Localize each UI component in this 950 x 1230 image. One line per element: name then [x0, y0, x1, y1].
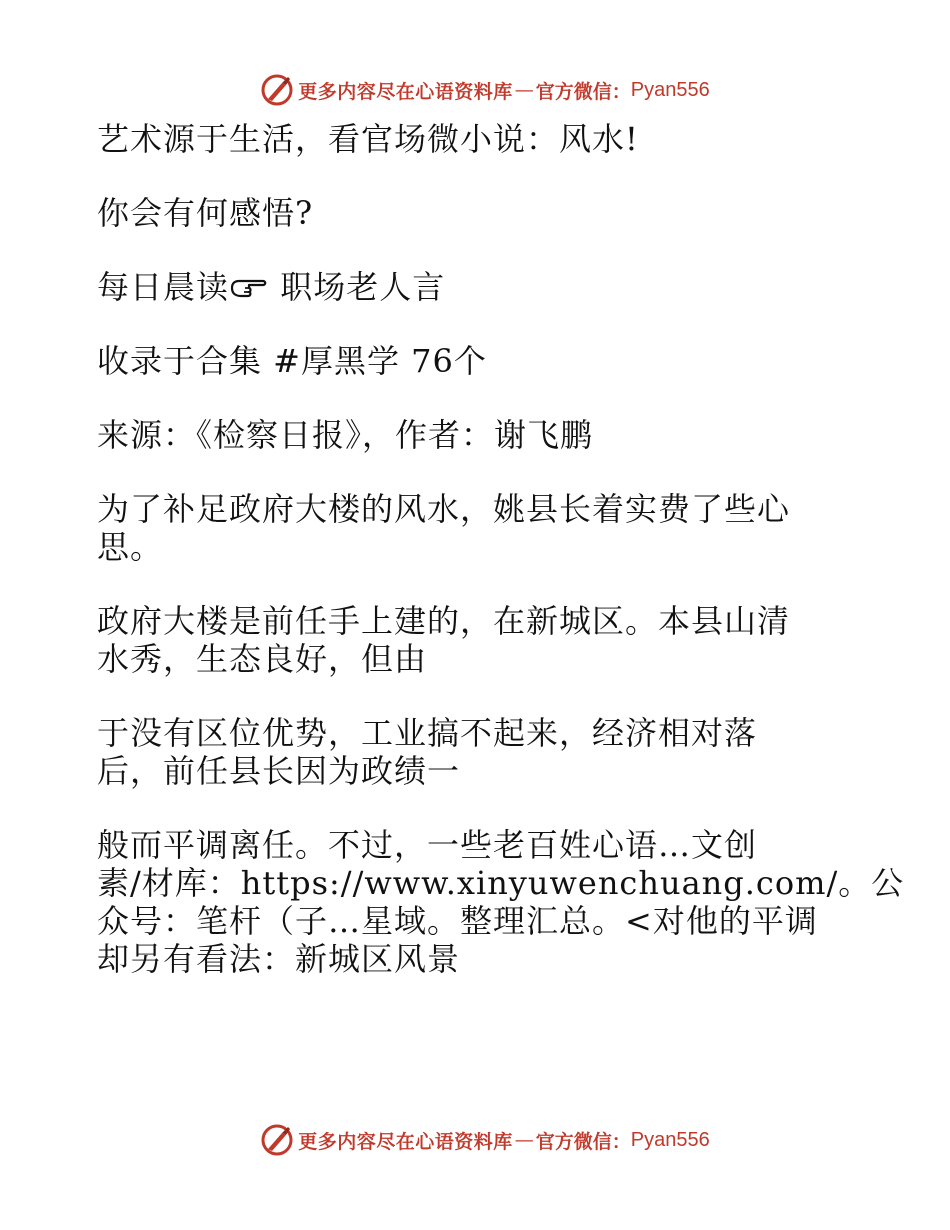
watermark-id: Pyan556 [630, 1128, 710, 1151]
article-line: 却另有看法：新城区风景 [97, 940, 461, 978]
article-line: 水秀，生态良好，但由 [97, 640, 428, 678]
watermark-separator: — [514, 79, 534, 101]
article-line: 于没有区位优势，工业搞不起来，经济相对落 [97, 714, 758, 752]
article-line: 收录于合集 #厚黑学 76个 [97, 342, 487, 380]
article-body [97, 120, 905, 978]
workplace-elder-label: 职场老人言 [269, 268, 446, 306]
article-line: 思。 [97, 528, 164, 566]
article-line: 般而平调离任。不过，一些老百姓心语…文创 [97, 826, 758, 864]
article-line: 素/材库：https://www.xinyuwenchuang.com/。公 [97, 864, 905, 902]
morning-read-label: 每日晨读 [97, 268, 230, 306]
watermark-text: 更多内容尽在心语资料库 [298, 1130, 513, 1153]
article-line: 艺术源于生活，看官场微小说：风水! [97, 120, 639, 158]
pen-logo-icon [260, 73, 294, 107]
watermark-id: Pyan556 [630, 78, 710, 101]
watermark-separator: — [514, 1129, 534, 1151]
watermark-group [260, 73, 710, 107]
watermark-label: 官方微信： [535, 1130, 631, 1153]
footer-watermark [0, 1120, 950, 1160]
header-watermark [0, 70, 950, 110]
pen-logo-icon [260, 1123, 294, 1157]
watermark-label: 官方微信： [535, 80, 631, 103]
article-line: 众号：笔杆（子…星域。整理汇总。<对他的平调 [97, 902, 818, 940]
article-line: 你会有何感悟? [97, 194, 314, 232]
watermark-group [260, 1123, 710, 1157]
article-line [97, 268, 877, 306]
article-line: 后，前任县长因为政绩一 [97, 752, 461, 790]
article-line: 为了补足政府大楼的风水，姚县长着实费了些心 [97, 490, 791, 528]
pointing-hand-icon [229, 275, 269, 301]
article-line: 政府大楼是前任手上建的，在新城区。本县山清 [97, 602, 791, 640]
article-line: 来源：《检察日报》，作者：谢飞鹏 [97, 416, 594, 454]
watermark-text: 更多内容尽在心语资料库 [298, 80, 513, 103]
